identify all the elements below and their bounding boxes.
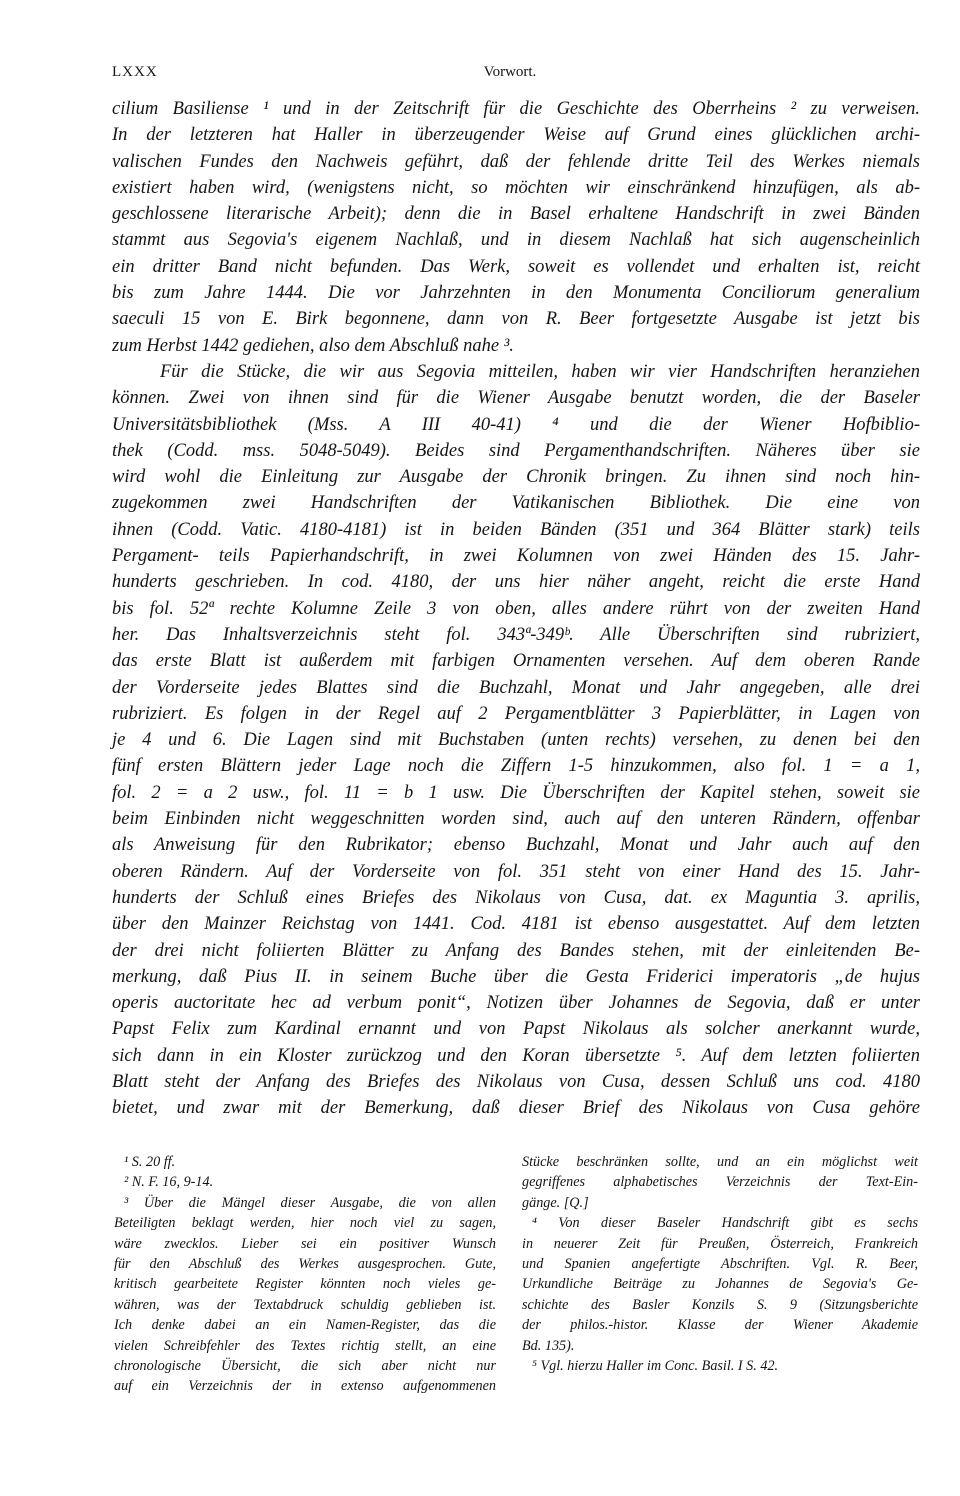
text-line: der Vorderseite jedes Blattes sind die Buchzahl, Monat und Jahr angegeben, alle drei: [112, 677, 920, 698]
footnote-line: chronologische Übersicht, die sich aber nicht nur: [114, 1357, 496, 1374]
footnote-line: währen, was der Textabdruck schuldig geblieben ist.: [114, 1296, 496, 1313]
text-line: fünf ersten Blättern jeder Lage noch die Ziffern 1-5 hinzukommen, also fol. 1 = a 1,: [112, 756, 920, 777]
text-line: oberen Rändern. Auf der Vorderseite von fol. 351 steht von einer Hand des 15. Jahr-: [112, 861, 920, 882]
text-line: stammt aus Segovia's eigenem Nachlaß, und in diesem Nachlaß hat sich augenscheinlich: [112, 230, 920, 251]
text-line: zugekommen zwei Handschriften der Vatikanischen Bibliothek. Die eine von: [112, 493, 920, 514]
text-line: Blatt steht der Anfang des Briefes des Nikolaus von Cusa, dessen Schluß uns cod. 4180: [112, 1071, 920, 1092]
text-line: Pergament- teils Papierhandschrift, in zwei Kolumnen von zwei Händen des 15. Jahr-: [112, 546, 920, 567]
text-line: her. Das Inhaltsverzeichnis steht fol. 343ª-349ᵇ. Alle Überschriften sind rubriziert,: [112, 624, 920, 645]
footnotes-left-column: [114, 1152, 496, 1397]
footnote-line: wäre zwecklos. Lieber sei ein positiver Wunsch: [114, 1235, 496, 1252]
footnote-line: gegriffenes alphabetisches Verzeichnis der Text-Ein-: [522, 1174, 918, 1191]
text-line: saeculi 15 von E. Birk begonnene, dann von R. Beer fortgesetzte Ausgabe ist jetzt bis: [112, 309, 920, 330]
footnote-line: ² N. F. 16, 9-14.: [124, 1174, 214, 1191]
footnote-line: Beteiligten beklagt werden, hier noch viel zu sagen,: [114, 1215, 496, 1232]
text-line: wird wohl die Einleitung zur Ausgabe der Chronik bringen. Zu ihnen sind noch hin-: [112, 467, 920, 488]
text-line: Für die Stücke, die wir aus Segovia mitteilen, haben wir vier Handschriften heranziehen: [160, 361, 920, 382]
text-line: cilium Basiliense ¹ und in der Zeitschrift für die Geschichte des Oberrheins ² zu verweisen.: [112, 99, 920, 119]
text-line: zum Herbst 1442 gediehen, also dem Abschluß nahe ³.: [112, 335, 514, 356]
text-line: bietet, und zwar mit der Bemerkung, daß dieser Brief des Nikolaus von Cusa gehöre: [112, 1098, 920, 1119]
footnote-line: ⁵ Vgl. hierzu Haller im Conc. Basil. I S. 42.: [532, 1357, 779, 1374]
text-line: operis auctoritate hec ad verbum ponit“, Notizen über Johannes de Segovia, daß er unter: [112, 993, 920, 1014]
text-line: bis fol. 52ª rechte Kolumne Zeile 3 von oben, alles andere rührt von der zweiten Hand: [112, 598, 920, 619]
text-line: valischen Fundes den Nachweis geführt, daß der fehlende dritte Teil des Werkes niemals: [112, 151, 920, 172]
footnote-line: gänge. [Q.]: [522, 1194, 589, 1211]
footnote-line: vielen Schreibfehler des Textes richtig stellt, an eine: [114, 1337, 496, 1354]
footnotes-right-column: [522, 1152, 918, 1376]
footnote-line: für den Abschluß des Werkes ausgesprochen. Gute,: [114, 1255, 496, 1272]
main-text: [112, 96, 920, 1122]
footnote-line: Stücke beschränken sollte, und an ein möglichst weit: [522, 1154, 918, 1170]
text-line: können. Zwei von ihnen sind für die Wiener Ausgabe benutzt worden, die der Baseler: [112, 388, 920, 409]
text-line: sich dann in ein Kloster zurückzog und den Koran übersetzte ⁵. Auf dem letzten foliierten: [112, 1045, 920, 1066]
text-line: das erste Blatt ist außerdem mit farbigen Ornamenten versehen. Auf dem oberen Rande: [112, 651, 920, 672]
text-line: In der letzteren hat Haller in überzeugender Weise auf Grund eines glücklichen archi-: [112, 125, 920, 146]
text-line: als Anweisung für den Rubrikator; ebenso Buchzahl, Monat und Jahr auch auf den: [112, 835, 920, 856]
footnote-line: in neuerer Zeit für Preußen, Österreich, Frankreich: [522, 1235, 918, 1252]
text-line: bis zum Jahre 1444. Die vor Jahrzehnten in den Monumenta Conciliorum generalium: [112, 283, 920, 304]
text-line: thek (Codd. mss. 5048-5049). Beides sind Pergamenthandschriften. Näheres über sie: [112, 440, 920, 461]
text-line: Universitätsbibliothek (Mss. A III 40-41) ⁴ und die der Wiener Hofbiblio-: [112, 414, 920, 435]
text-line: existiert haben wird, (wenigstens nicht, so möchten wir einschränkend hinzufügen, als ab-: [112, 177, 920, 198]
footnote-line: ¹ S. 20 ff.: [124, 1154, 176, 1170]
text-line: über den Mainzer Reichstag von 1441. Cod. 4181 ist ebenso ausgestattet. Auf dem letzten: [112, 914, 920, 935]
text-line: fol. 2 = a 2 usw., fol. 11 = b 1 usw. Die Überschriften der Kapitel stehen, soweit sie: [112, 782, 920, 803]
footnote-line: der philos.-histor. Klasse der Wiener Akademie: [522, 1317, 918, 1334]
text-line: hunderts der Schluß eines Briefes des Nikolaus von Cusa, dat. ex Maguntia 3. aprilis,: [112, 887, 920, 908]
running-title: Vorwort.: [483, 64, 537, 80]
footnote-line: ³ Über die Mängel dieser Ausgabe, die von allen: [124, 1194, 496, 1211]
footnote-line: ⁴ Von dieser Baseler Handschrift gibt es sechs: [532, 1215, 918, 1232]
footnote-line: schichte des Basler Konzils S. 9 (Sitzungsberichte: [522, 1296, 918, 1313]
text-line: rubriziert. Es folgen in der Regel auf 2 Pergamentblätter 3 Papierblätter, in Lagen von: [112, 703, 920, 724]
running-header: [112, 64, 908, 88]
text-line: ein dritter Band nicht befunden. Das Werk, soweit es vollendet und erhalten ist, reicht: [112, 256, 920, 277]
footnote-line: und Spanien angefertigte Abschriften. Vgl. R. Beer,: [522, 1255, 918, 1272]
footnote-line: Ich denke dabei an ein Namen-Register, das die: [114, 1317, 496, 1334]
text-line: je 4 und 6. Die Lagen sind mit Buchstaben (unten rechts) versehen, zu denen bei den: [112, 730, 920, 751]
text-line: hunderts geschrieben. In cod. 4180, der uns hier näher angeht, reicht die erste Hand: [112, 572, 920, 593]
footnote-line: auf ein Verzeichnis der in extenso aufgenommenen: [114, 1378, 496, 1395]
text-line: Papst Felix zum Kardinal ernannt und von Papst Nikolaus als solcher anerkannt wurde,: [112, 1019, 920, 1040]
text-line: beim Einbinden nicht weggeschnitten worden sind, auch auf den unteren Rändern, offenbar: [112, 809, 920, 830]
text-line: merkung, daß Pius II. in seinem Buche über die Gesta Friderici imperatoris „de hujus: [112, 966, 920, 987]
footnote-line: Bd. 135).: [522, 1337, 575, 1354]
text-line: ihnen (Codd. Vatic. 4180-4181) ist in beiden Bänden (351 und 364 Blätter stark) teils: [112, 519, 920, 540]
footnote-line: kritisch gearbeitete Register könnten noch vieles ge-: [114, 1276, 496, 1293]
page-number: LXXX: [112, 64, 158, 80]
footnote-line: Urkundliche Beiträge zu Johannes de Segovia's Ge-: [522, 1276, 918, 1293]
text-line: geschlossene literarische Arbeit); denn die in Basel erhaltene Handschrift in zwei Bänden: [112, 204, 920, 225]
text-line: der drei nicht foliierten Blätter zu Anfang des Bandes stehen, mit der einleitenden Be-: [112, 940, 920, 961]
